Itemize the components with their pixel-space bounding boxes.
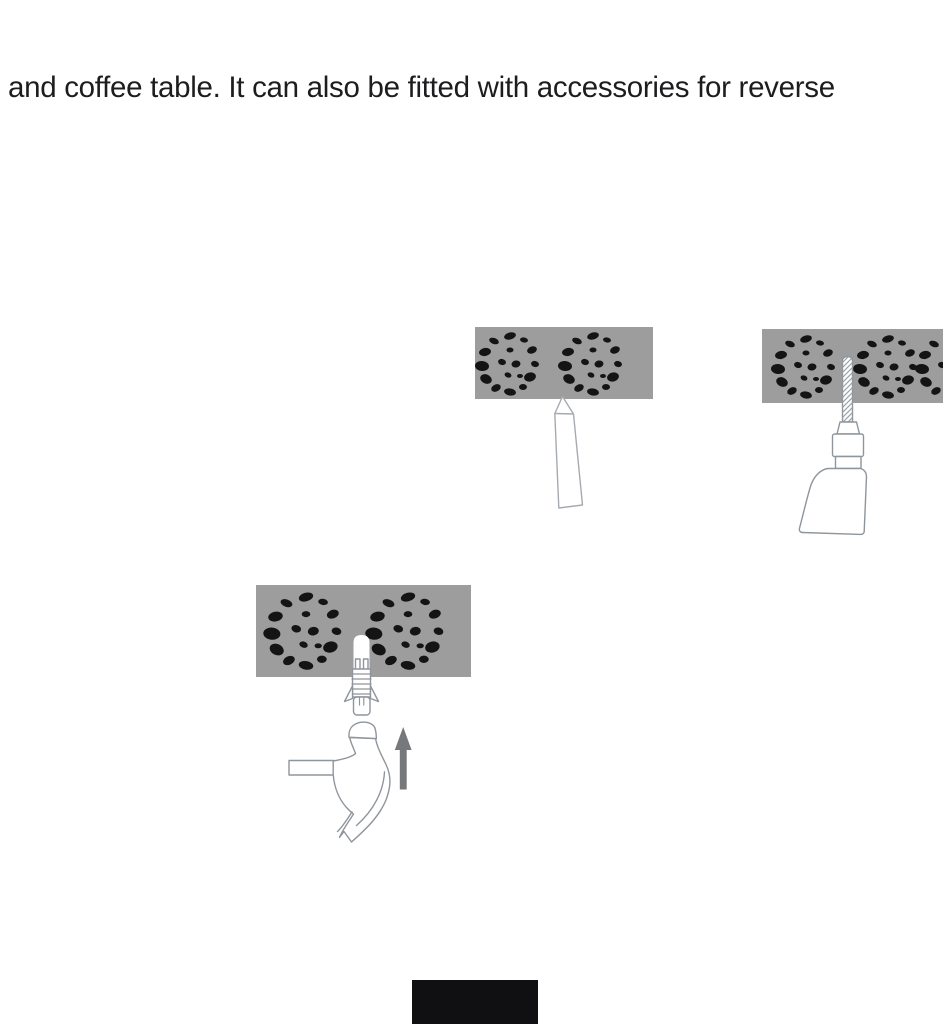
illustration-insert-plug — [250, 580, 485, 860]
arrow-up-icon — [395, 727, 412, 790]
concrete-wall-icon — [762, 329, 950, 403]
body-text: and coffee table. It can also be fitted with accessories for reverse — [8, 71, 835, 104]
pencil-icon — [555, 397, 583, 509]
illustration-mark-hole — [455, 315, 665, 520]
page-footer-block — [412, 980, 538, 1024]
hammer-icon — [289, 722, 390, 842]
illustration-drill-hole — [755, 320, 950, 545]
concrete-wall-icon — [475, 327, 653, 399]
